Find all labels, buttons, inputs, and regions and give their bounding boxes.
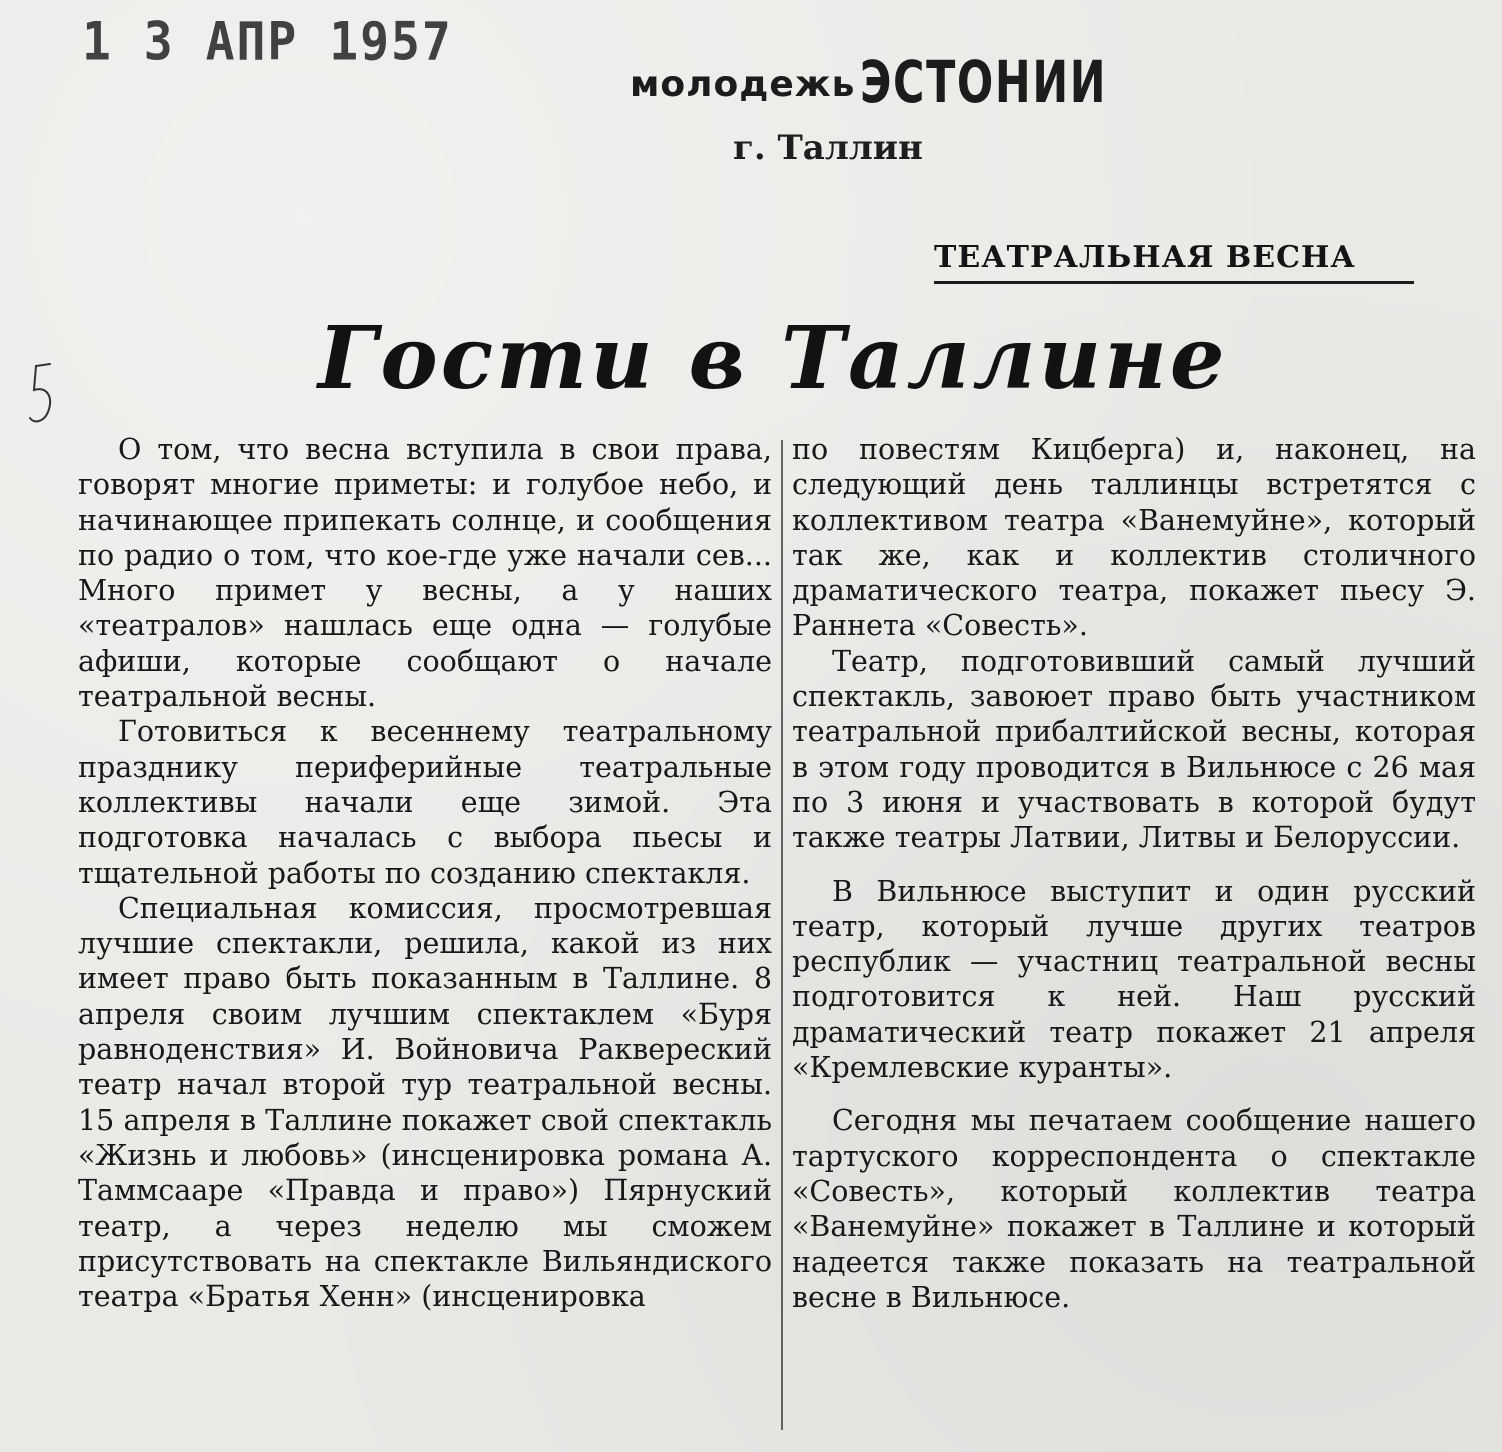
date-stamp: 1 3 АПР 1957 <box>82 11 453 73</box>
paragraph: О том, что весна вступила в свои права, говорят многие приметы: и голубое небо, и начинающее припекать солнце, и сообщения по радио о том, что кое-где уже начали сев... Много примет у весны, а у наших «театралов» нашлась еще одна — голубые афиши, которые сообщают о начале театральной весны. <box>78 433 772 714</box>
paragraph: В Вильнюсе выступит и один русский театр, который лучше других театров республик — участниц театральной весны подготовится к ней. Наш русский драматический театр покажет 21 апреля «Кремлевские куранты». <box>792 874 1476 1085</box>
paragraph: Сегодня мы печатаем сообщение нашего тартуского корреспондента о спектакле «Совесть», который коллектив театра «Ванемуйне» покажет в Таллине и который надеется также показать на театральной весне в Вильнюсе. <box>792 1104 1476 1314</box>
paragraph: Готовиться к весеннему театральному празднику периферийные театральные коллективы начали еще зимой. Эта подготовка началась с выбора пьесы и тщательной работы по созданию спектакля. <box>78 715 772 890</box>
newspaper-name: ЭСТОНИИ <box>860 48 1108 116</box>
handwritten-margin-mark <box>26 360 56 430</box>
city-stamp: г. Таллин <box>733 128 923 168</box>
paragraph: Специальная комиссия, просмотревшая лучшие спектакли, решила, какой из них имеет право быть показанным в Таллине. 8 апреля своим лучшим спектаклем «Буря равноденствия» И. Войновича Раквереский театр начал второй тур театральной весны. 15 апреля в Таллине покажет свой спектакль «Жизнь и любовь» (инсценировка романа А. Таммсааре «Правда и право») Пярнуский театр, а через неделю мы сможем присутствовать на спектакле Вильяндиского театра «Братья Хенн» (инсценировка <box>78 891 772 1314</box>
paragraph: по повестям Кицберга) и, наконец, на следующий день таллинцы встретятся с коллективом театра «Ванемуйне», который так же, как и коллектив столичного драматического театра, покажет пьесу Э. Раннета «Совесть». <box>792 433 1476 643</box>
section-heading: ТЕАТРАЛЬНАЯ ВЕСНА <box>934 240 1356 275</box>
column-divider <box>781 440 783 1430</box>
newspaper-prefix: молодежь <box>630 64 856 105</box>
article-column-left <box>78 432 772 1314</box>
article-headline: Гости в Таллине <box>318 308 1228 409</box>
paragraph: Театр, подготовивший самый лучший спектакль, завоюет право быть участником театральной прибалтийской весны, которая в этом году проводится в Вильнюсе с 26 мая по 3 июня и участвовать в которой будут также театры Латвии, Литвы и Белоруссии. <box>792 644 1476 855</box>
section-underline <box>934 281 1414 284</box>
article-column-right <box>792 432 1476 1315</box>
newspaper-stamp <box>630 48 1162 116</box>
